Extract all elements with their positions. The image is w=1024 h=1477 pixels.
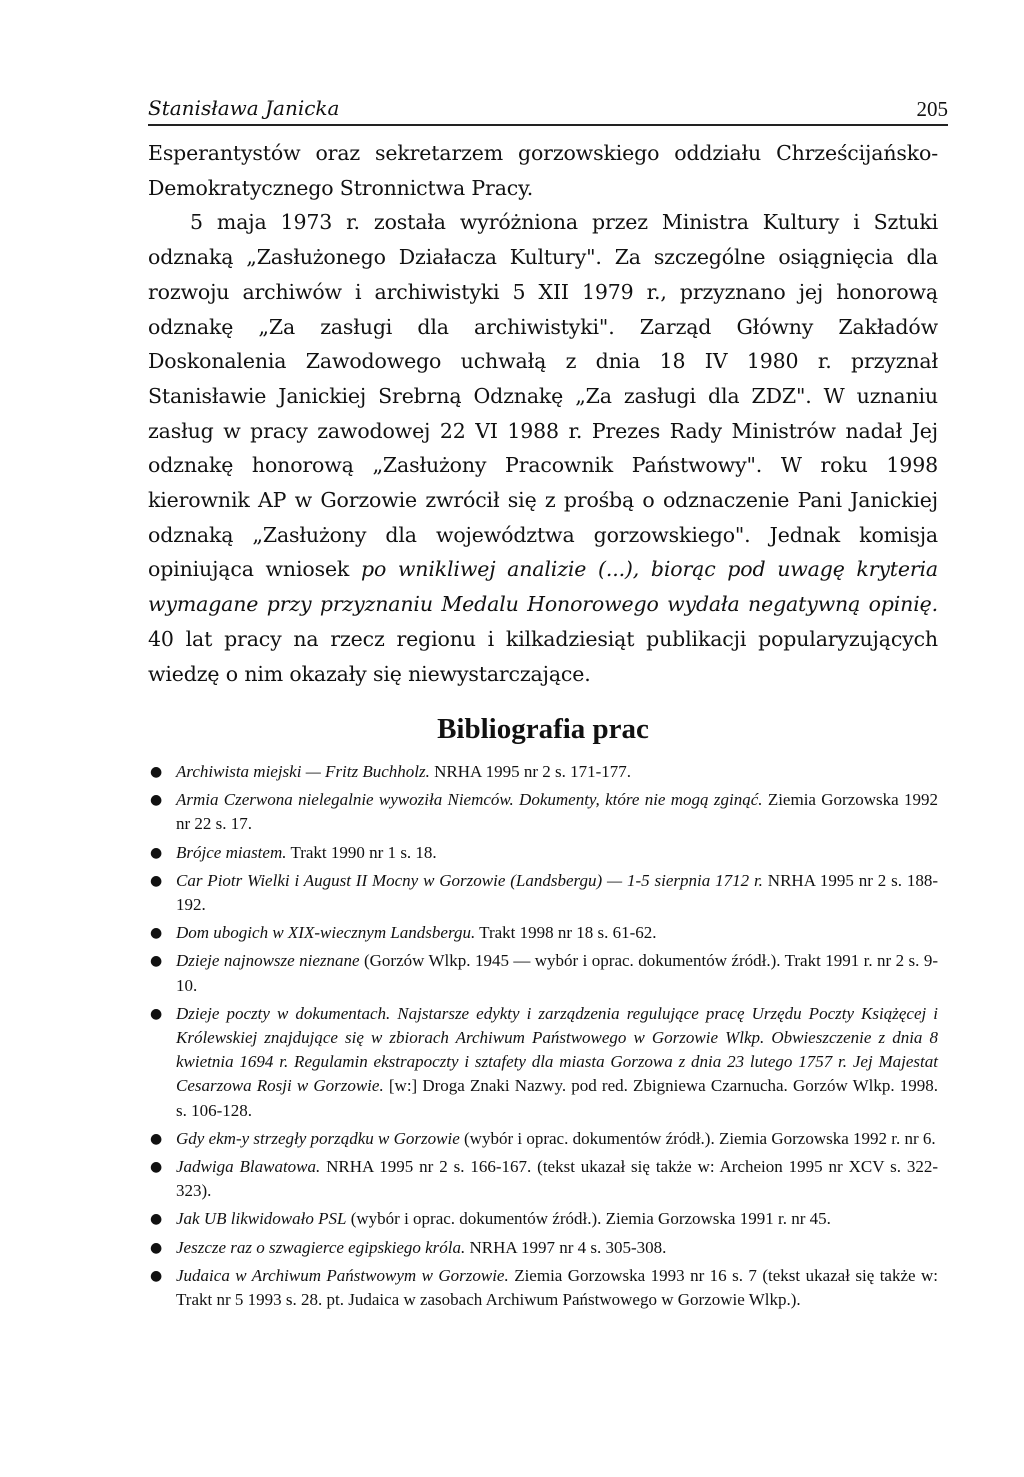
- bullet-icon: ●: [150, 872, 163, 889]
- section-title: Bibliografia prac: [437, 713, 649, 745]
- bibliography-details: Ziemia Gorzowska 1992 nr 22 s. 17.: [176, 790, 938, 834]
- paragraph-2-text: 5 maja 1973 r. została wyróżniona przez Ministra Kultury i Sztuki odznaką „Zasłużonego Działacza Kultury". Za szczególne osiągnięcia dla rozwoju archiwów i archiwistyki 5 XII 1979 r., przyznano jej honorową odznakę „Za zasługi dla archiwistyki". Zarząd Główny Zakładów Doskonalenia Zawodowego uchwałą z dnia 18 IV 1980 r. przyznał Stanisławie Janickiej Srebrną Odznakę „Za zasługi dla ZDZ". W uznaniu zasług w pracy zawodowej 22 VI 1988 r. Prezes Rady Ministrów nadał Jej odznakę honorową „Zasłużony Pracownik Państwowy". W roku 1998 kierownik AP w Gorzowie zwrócił się z prośbą o odznaczenie Pani Janickiej odznaką „Zasłużony dla województwa gorzowskiego". Jednak komisja opiniująca wniosek: [148, 210, 938, 582]
- bullet-icon: ●: [150, 1005, 163, 1022]
- page-number: 205: [916, 97, 948, 121]
- bibliography-item: [148, 921, 938, 945]
- bullet-icon: ●: [150, 953, 163, 970]
- bibliography-details: Ziemia Gorzowska 1993 nr 16 s. 7 (tekst ukazał się także w: Trakt nr 5 1993 s. 28. pt. Judaica w zasobach Archiwum Państwowego w Gorzowie Wlkp.).: [176, 1265, 939, 1310]
- bibliography-item: [148, 1207, 938, 1231]
- bibliography-details: Trakt 1998 nr 18 s. 61-62.: [479, 923, 657, 943]
- bibliography-item: [148, 1002, 938, 1123]
- bibliography-details: (Gorzów Wlkp. 1945 — wybór i oprac. dokumentów źródł.). Trakt 1991 r. nr 2 s. 9-10.: [176, 951, 938, 995]
- paragraph-2-italic-quote: po wnikliwej analizie (...), biorąc pod uwagę kryteria wymagane przy przyznaniu Medalu Honorowego wydała negatywną opinię.: [148, 557, 938, 617]
- bibliography-item: [148, 1155, 938, 1203]
- bullet-icon: ●: [150, 925, 163, 942]
- bibliography-title: Jeszcze raz o szwagierce egipskiego króla.: [176, 1237, 466, 1257]
- bibliography-title: Jak UB likwidowało PSL: [176, 1209, 347, 1229]
- bibliography-title: Dzieje poczty w dokumentach. Najstarsze edykty i zarządzenia regulujące pracę Urzędu Poczty Książęcej i Królewskiej znajdujące się w zbiorach Archiwum Państwowego w Gorzowie Wlkp. Obwieszczenie z dnia 8 kwietnia 1694 r. Regulamin ekstrapoczty i sztafety dla miasta Gorzowa z dnia 23 lutego 1757 r. Jej Majestat Cesarzowa Rosji w Gorzowie.: [176, 1003, 938, 1096]
- bibliography-details: (wybór i oprac. dokumentów źródł.). Ziemia Gorzowska 1991 r. nr 45.: [350, 1209, 831, 1229]
- bibliography-title: Car Piotr Wielki i August II Mocny w Gorzowie (Landsbergu) — 1-5 sierpnia 1712 r.: [176, 870, 763, 890]
- bibliography-item: [148, 788, 938, 836]
- bibliography-item: [148, 841, 938, 865]
- bibliography-details: (wybór i oprac. dokumentów źródł.). Ziemia Gorzowska 1992 r. nr 6.: [464, 1128, 936, 1148]
- body-text: [148, 136, 938, 691]
- bibliography-item: [148, 1127, 938, 1151]
- paragraph-2-tail: 40 lat pracy na rzecz regionu i kilkadziesiąt publikacji popularyzujących wiedzę o nim okazały się niewystarczające.: [148, 626, 938, 686]
- bibliography-title: Armia Czerwona nielegalnie wywoziła Niemców. Dokumenty, które nie mogą zginąć.: [176, 790, 763, 810]
- page-header: [148, 94, 948, 126]
- bullet-icon: ●: [150, 1211, 163, 1228]
- bibliography-details: NRHA 1995 nr 2 s. 188-192.: [176, 870, 938, 915]
- bibliography-title: Judaica w Archiwum Państwowym w Gorzowie.: [176, 1265, 509, 1285]
- bibliography-title: Brójce miastem.: [176, 842, 287, 862]
- bibliography-list: [148, 760, 938, 1316]
- bibliography-details: Trakt 1990 nr 1 s. 18.: [290, 842, 437, 862]
- bibliography-item: [148, 760, 938, 784]
- bibliography-title: Gdy ekm-y strzegły porządku w Gorzowie: [176, 1128, 460, 1148]
- bibliography-title: Archiwista miejski — Fritz Buchholz.: [176, 762, 430, 781]
- bibliography-title: Jadwiga Blawatowa.: [176, 1157, 321, 1177]
- bibliography-item: [148, 869, 938, 917]
- bibliography-details: NRHA 1997 nr 4 s. 305-308.: [469, 1237, 667, 1257]
- bibliography-item: [148, 1236, 938, 1260]
- bullet-icon: ●: [150, 1159, 163, 1176]
- paragraph-1: Esperantystów oraz sekretarzem gorzowskiego oddziału Chrześcijańsko-Demokratycznego Stronnictwa Pracy.: [148, 141, 938, 200]
- bibliography-item: [148, 949, 938, 997]
- running-head: Stanisława Janicka: [148, 96, 340, 120]
- bibliography-details: [w:] Droga Znaki Nazwy. pod red. Zbigniewa Czarnucha. Gorzów Wlkp. 1998. s. 106-128.: [176, 1076, 939, 1120]
- bullet-icon: ●: [150, 1267, 163, 1284]
- bullet-icon: ●: [150, 844, 163, 861]
- paragraph-2: [148, 205, 938, 691]
- bibliography-details: NRHA 1995 nr 2 s. 171-177.: [434, 762, 632, 781]
- bibliography-item: [148, 1264, 938, 1312]
- bullet-icon: ●: [150, 792, 163, 809]
- bibliography-title: Dzieje najnowsze nieznane: [176, 951, 360, 971]
- bibliography-details: NRHA 1995 nr 2 s. 166-167. (tekst ukazał się także w: Archeion 1995 nr XCV s. 322-323).: [176, 1157, 938, 1201]
- bullet-icon: ●: [150, 764, 163, 780]
- bullet-icon: ●: [150, 1239, 163, 1256]
- bibliography-title: Dom ubogich w XIX-wiecznym Landsbergu.: [176, 923, 476, 943]
- bullet-icon: ●: [150, 1130, 163, 1147]
